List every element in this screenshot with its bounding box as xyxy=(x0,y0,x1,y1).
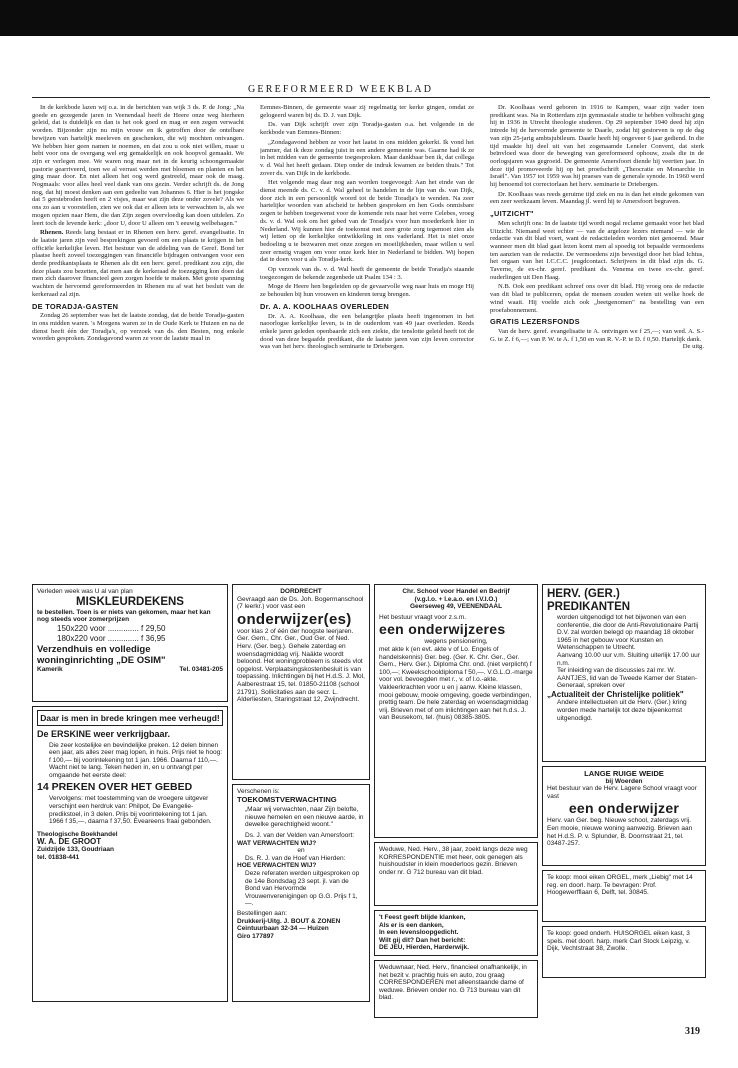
ad-closing: Andere intellectuelen uit de Herv. (Ger.) kring worden mede hartelijk tot deze bijeenkomst uitgenodigd. xyxy=(557,699,687,722)
ad-company: Verzendhuis en volledige woninginrichting „DE OSIM" xyxy=(37,643,166,666)
ad-intro: Het bestuur vraagt voor z.s.m. xyxy=(379,613,467,621)
ad-address: Geerseweg 49, VEENENDAAL xyxy=(409,603,503,611)
column-3 xyxy=(490,104,704,576)
ad-erskine xyxy=(32,706,228,1002)
ad-huisorgel xyxy=(542,926,706,978)
ad-line: DE JEU, Hierden, Harderwijk. xyxy=(379,944,469,952)
ad-klanken xyxy=(374,910,538,956)
ad-body: Te koop: mooi eiken ORGEL, merk „Liebig" met 14 reg. en doorl. harp. Te bevragen: Prof. Hoogewerfflaan 6, Delft, tel. 30845. xyxy=(547,874,693,897)
section-heading: DE TORADJA-GASTEN xyxy=(32,301,119,311)
ad-quote: „Maar wij verwachten, naar Zijn belofte, nieuwe hemelen en een nieuwe aarde, in dewelke gerechtigheid woont." xyxy=(245,806,364,829)
paragraph: N.B. Ook een predikant schreef ons over dit blad. Hij vroeg ons de redactie van dit blad te publiceren, opdat de mensen zouden weten uit welke hoek de wind waait. Hij voelde zich ook „beetgenomen" na bestelling van een proefabonnement. xyxy=(490,283,704,314)
ad-lange-ruige-weide xyxy=(542,766,706,866)
ad-address: Zuidzijde 133, Goudriaan xyxy=(37,846,114,854)
ad-title: onderwijzer(es) xyxy=(237,610,352,628)
paragraph: Op verzoek van ds. v. d. Wal heeft de gemeente de beide Toradja's staande toegezongen de bekende zegenbede uit Psalm 134 : 3. xyxy=(260,266,474,281)
ad-predikanten xyxy=(542,584,706,762)
paragraph-text: Van de herv. geref. evangelisatie te A. ontvingen we f 25,—; van wed. A. S.-G. te Z. f 6,—; van P. W. te A. f 1,50 en van R. V.-P. te D. f 0,50. Hartelijk dank. xyxy=(490,327,704,343)
paragraph: Het volgende mag daar nog aan worden toegevoegd: Aan het einde van de dienst meende ds. C. v. d. Wal geheel te handelen in de lijn van ds. van Dijk, door zich in een persoonlijk woord tot de beide Toradja's te wenden. Na zeer hartelijke woorden van afscheid te hebben gesproken en hen Gods onmisbare zegen te hebben toegewenst voor de komende reis naar het verre Celebes, vroeg ds. v. d. Wal ook om het gebed van de Toradja's voor hun moederkerk hier in Nederland. Wij kunnen hier de toekomst met zeer grote zorg tegemoet zien als wij letten op de kerkelijke ontwikkeling in ons vaderland. Het is niet onze bedoeling u te bezwaren met onze zorgen en moeilijkheden, maar willen u wel zeer ernstig vragen om voor onze kerk hier in Nederland te bidden. Wij hopen dat te doen voor u als Toradja-kerk. xyxy=(260,179,474,264)
ad-subtitle: HOE VERWACHTEN WIJ? xyxy=(237,862,317,870)
ad-line: 't Feest geeft blijde klanken, xyxy=(379,914,466,921)
ad-publisher: Theologische Boekhandel xyxy=(37,830,118,838)
ad-dordrecht xyxy=(232,584,370,780)
paragraph: Ds. van Dijk schrijft over zijn Toradja-gasten o.a. het volgende in de kerkbode van Eemnes-Binnen: xyxy=(260,121,474,137)
paragraph-lead: Rhenen. xyxy=(40,229,64,237)
paragraph: Dr. A. A. Koolhaas, die een belangrijke plaats heeft ingenomen in het naoorlogse kerkelijke leven, is in de ouderdom van 49 jaar overleden. Reeds enkele jaren geleden openbaarde zich een ziekte, die tenslotte geleid heeft tot de dood van deze begaafde predikant, die de laatste jaren van zijn leven corrector was van het herv. theologisch seminarie te Driebergen. xyxy=(260,312,474,351)
page-number: 319 xyxy=(685,1026,700,1037)
section-heading: „UITZICHT" xyxy=(490,209,534,219)
price-line: 150x220 voor .............. f 29,50 xyxy=(57,623,166,633)
ad-title: LANGE RUIGE WEIDE xyxy=(584,769,664,778)
header-rule xyxy=(32,97,710,98)
ad-city: DORDRECHT xyxy=(280,588,322,595)
ad-body: Die zeer kostelijke en bevindelijke preken. 12 delen binnen een jaar, als alles zeer mag lopen, in huis. Prijs niet te hoog: f 100,— bij voorintekening tot 1 jan. 1966. Daarna f 110,—. Wacht niet te lang. Teken heden in, en u ontvangt per omgaande het eerste deel: xyxy=(49,741,223,779)
ad-giro: Giro 177897 xyxy=(237,932,274,940)
ad-intro: Gevraagd aan de Ds. Joh. Bogermanschool (7 leerkr.) voor vast een xyxy=(237,595,364,611)
ad-body: met akte k (en evt. akte v of Lo. Engels of handelskennis) Ger. beg. (Ger. K. Chr. Ger., Ger. Gem., Herv. Ger.). Diploma Chr. ond. (niet verplicht) f 100,—; Kweekschooldiploma f 50,—. V.G.L.O.-marge voor vol. bevoegden met r., v. of l.o.-akte. Vakleerkrachten voor u en j aanw. Kleine klassen, mooi gebouw, mooie omgeving, goede verbindingen, prettig team. De hele zaterdag en woensdagmiddag vrij. Brieven met of om inlichtingen aan het h.d.s. J. van Beusekom, tel. (huis) 08385-3805. xyxy=(379,645,533,722)
ad-title: PREDIKANTEN xyxy=(547,601,631,613)
ad-reason: wegens pensionering, xyxy=(424,638,488,646)
ad-publisher: Drukkerij-Uitg. J. BOUT & ZONEN xyxy=(237,917,341,925)
paragraph: „Zondagavond hebben ze voor het laatst in ons midden gekerkt. Ik vond het jammer, dat ik deze zondag juist in een andere gemeente was. Gaarne had ik ze in het midden van de gemeente toegesproken. Maar dankbaar ben ik, dat collega v. d. Wal het heeft gedaan. Diep onder de indruk kwamen ze beiden thuis." Tot zover ds. van Dijk in de kerkbode. xyxy=(260,138,474,177)
paragraph xyxy=(32,229,244,298)
ad-correspondentie xyxy=(374,842,538,906)
ad-body: voor klas 2 of één der hoogste leerjaren. Ger. Gem., Chr. Ger., Oud Ger. of Ned. Herv. (Ger. beg.). Gehele zaterdag en woensdagmiddag vrij. Naäkte woordt beloond. Het woningprobleem is steeds vlot opgelost. Verplaatsingskostenbesluit is van toepassing. Inlichtingen bij het H.d.S. J. Mol, Aalberestraat 15, tel. 01850-21108 (school 21791). Sollicitaties aan de secr. L. Alderliesten, Staringstraat 12, Zwijndrecht. xyxy=(237,627,365,704)
ad-intro: Het bestuur van de Herv. Lagere School vraagt voor vast xyxy=(547,785,697,800)
ad-line: In een levensloopgedicht. xyxy=(379,929,459,937)
ad-body: worden uitgenodigd tot het bijwonen van een conferentie, die door de Anti-Revolutionaire Partij D.V. zal worden belegd op maandag 18 oktober 1965 in het gebouw voor Kunsten en Wetenschappen te Utrecht. xyxy=(557,614,699,652)
ad-conjunction: en xyxy=(297,847,305,855)
ad-author: Ds. J. van der Velden van Amersfoort: xyxy=(245,831,355,839)
ad-phone: tel. 01838-441 xyxy=(37,853,80,861)
page-top-black-band xyxy=(0,0,738,36)
ad-body-2: Vervolgens: met toestemming van de vroegere uitgever verschijnt een herdruk van: Philpot, De Evangeliepredikstoel, in 3 delen. Prijs bij voorintekening tot 1 jan. 1966 f 35,—, daarna f 37,50. Eveareens fraai gebonden. xyxy=(49,795,212,826)
paragraph: Moge de Heere hen begeleiden op de gevaarvolle weg naar huis en moge Hij ze behouden bij hun vrouwen en kinderen terug brengen. xyxy=(260,283,474,299)
ad-title-2: 14 PREKEN OVER HET GEBED xyxy=(37,781,193,794)
ad-orgel xyxy=(542,870,706,922)
column-1 xyxy=(32,104,244,576)
ad-miskleurdekens xyxy=(32,584,228,702)
ad-body: Weduwe, Ned. Herv., 38 jaar, zoekt langs deze weg KORRESPONDENTIE met heer, ook genegen als huishoudster in klein moederloos gezin. Brieven onder nr. G 712 bureau van dit blad. xyxy=(379,846,528,876)
ad-city: Kamerik xyxy=(37,665,63,673)
ad-veenendaal xyxy=(374,584,538,838)
ad-title: HERV. (GER.) xyxy=(547,588,620,600)
ad-subtitle: WAT VERWACHTEN WIJ? xyxy=(237,839,317,847)
ad-order-label: Bestellingen aan: xyxy=(237,909,287,917)
ad-title: een onderwijzeres xyxy=(379,621,506,638)
ad-toekomstverwachting xyxy=(232,784,370,1002)
ad-body: te bestellen. Toen is er niets van gekomen, maar het kan nog steeds voor zomerprijzen xyxy=(37,608,211,624)
ad-address: Ceintuurbaan 32-34 — Huizen xyxy=(237,925,329,933)
paragraph: Dr. Koolhaas werd geboren in 1916 te Kampen, waar zijn vader toen predikant was. Na in Rotterdam zijn gymnasiale studie te hebben volbracht ging hij in 1936 in Utrecht theologie studeren. Op 29 september 1940 deed hij zijn intrede bij de hervormde gemeente te Daarle, zodat hij gestorven is op de dag van zijn 25-jarig ambtsjubileum. Daarle heeft hij ongeveer 6 jaar gediend. In die tijd maakte hij deel uit van het zogenaamde Leneler Convent, dat sterk beïnvloed was door de beweging van gereformeerd ophouw, zoals die in de oorlogsjaren was gegroeid. De gemeente Amersfoort diende hij veertien jaar. In deze tijd promoveerde hij op het proefschrift „Theocratie en Monarchie in Israël". Van 1957 tot 1959 was hij praeses van de generale synode. In 1960 werd hij benoemd tot correctorlaan het herv. seminarie te Driebergen. xyxy=(490,104,704,189)
running-header: GEREFORMEERD WEEKBLAD xyxy=(248,84,434,95)
ad-headline: een onderwijzer xyxy=(568,800,680,817)
ad-body: Te koop: goed onderh. HUISORGEL eiken kast, 3 spels. met doorl. harp. merk Carl Stock Leipzig, v. Dijk, Vechtstraat 38, Zwolle. xyxy=(547,930,690,953)
paragraph: Zondag 26 september was het de laatste zondag, dat de beide Toradja-gasten in ons midden waren. 's Morgens waren ze in de Oude Kerk te Huizen en na de dienst heeft één der Toradja's, op verzoek van ds. den Besten, nog enkele woorden gesproken. Zondagavond waren ze voor de laatste maal in xyxy=(32,312,244,343)
paragraph: In de kerkbode lazen wij o.a. in de berichten van wijk 3 ds. P. de Jong: „Na goede en gezegende jaren in Veenendaal heeft de Heere onze weg hierheen geleid, dat is duidelijk en dan is het ook goed en mag er een zegen verwacht worden. Bijzonder zijn nu mijn vrouw en ik getroffen door de ontelbare bewijzen van hartelijk meeleven en geschenken, die wij mochten ontvangen. We hebben hier geen namen te noemen, en dat zou u ook niet willen, maar u hebt voor ons de overgang wel erg gemakkelijk en ook hoopvol gemaakt. We zijn er verlegen mee. We waren nog maar net in de keurig schoongemaakte pastorie gearriveerd, toen we al verrast werden met bloemen en planten en het ging maar door. En niet alleen het oog werd gestreeld, maar ook de maag. Nogmaals: voor alles heel veel dank van ons gezin. Verder schrijft ds. de Jong nog, dat hij moest denken aan een gedeelte van Johannes 6. Hier is het jongske dat 5 gerstebroden heeft en 2 visjes, maar wat zijn deze onder zovele? Als we ons zo aan u voorstellen, zien we ook dat er alleen iets te verwachten is, als we mogen opzien naar Hem, die dan Zijn zegen overvloedig kan doen uitdelen. Zo leert toch de levende kerk: „door U, door U alleen om 't eeuwig welbehagen." xyxy=(32,104,244,227)
ad-speaker: Ter inleiding van de discussies zal mr. W. AANTJES, lid van de Tweede Kamer der Staten-Generaal, spreken over xyxy=(557,667,698,690)
ad-body: Deze referaten werden uitgesproken op de 14e Bondsdag 23 sept. jl. van de Bond van Hervormde Vrouwenverenigingen op G.G. Prijs f 1,—. xyxy=(245,869,360,908)
section-heading: GRATIS LEZERSFONDS xyxy=(490,317,580,327)
ad-time: Aanvang 10.00 uur v.m. Sluiting uiterlijk 17.00 uur n.m. xyxy=(557,651,700,667)
signature: De uitg. xyxy=(682,343,704,351)
ad-school-sub: (v.g.l.o. + l.e.a.o. en I.V.I.O.) xyxy=(414,595,498,603)
column-2 xyxy=(260,104,474,576)
ad-footer xyxy=(37,666,223,674)
paragraph: Eemnes-Binnen, de gemeente waar zij regelmatig ter kerke gingen, omdat ze gelogeerd waren bij ds. D. J. van Dijk. xyxy=(260,104,474,119)
paragraph-text: Reeds lang bestaat er in Rhenen een herv. geref. evangelisatie. In de laatste jaren zijn veel besprekingen gevoerd om een plaats te krijgen in het officiële kerkelijke leven. Het bestuur van de afdeling van de Geref. Bond ter plaatse heeft zoveel toezeggingen van financiële bijdragen ontvangen voor een derde predikantsplaats te Rhenen als dit een herv. geref. predikant zou zijn, die deze plaats zou bezetten, dat men aan de kerkeraad de toezegging kon doen dat men zich daarover financieel geen zorgen hoefde te maken. Met grote spanning wachten de hervormd gereformeerden in Rhenen nu af wat het besluit van de kerkeraad zal zijn. xyxy=(32,229,244,298)
price-line: 180x220 voor .............. f 36,95 xyxy=(57,633,166,643)
ad-publisher-name: W. A. DE GROOT xyxy=(37,837,102,847)
paragraph: Men schrijft ons: In de laatste tijd wordt nogal reclame gemaakt voor het blad Uitzicht. Niemand weet echter — van de argeloze lezers niemand — wie de redactie van dit blad voert, want de redactieleden worden niet genoemd. Maar wanneer men dit blad gaat lezen komt men al spoedig tot bepaalde vermoedens ten aanzien van de redactie. De vermoedens zijn bevestigd door het blad Ichtus, het orgaan van het I.C.C.C. jeugdcontact. Schrijvers in dit blad zijn ds. G. Taverne, de ex-chr. geref. predikant ds. Venema en twee ex-chr. geref. ouderlingen uit Den Haag. xyxy=(490,219,704,281)
ad-intro: Verleden week was U al van plan xyxy=(37,588,133,595)
ad-body: Weduwnaar, Ned. Herv., financieel onafhankelijk, in het bezit v. prachtig huis en auto, zou graag CORRESPONDEREN met alleenstaande dame of weduwe. Brieven onder no. G 713 bureau van dit blad. xyxy=(379,964,527,1002)
ad-title: TOEKOMSTVERWACHTING xyxy=(237,794,337,804)
ad-line: Als er is een danken, xyxy=(379,921,444,929)
ad-weduwnaar xyxy=(374,960,538,1018)
ad-subtitle: bij Woerden xyxy=(605,777,643,785)
ad-title: MISKLEURDEKENS xyxy=(76,595,184,608)
ad-school: Chr. School voor Handel en Bedrijf xyxy=(402,588,510,595)
ad-boxed-note: Daar is men in brede kringen mee verheugd! xyxy=(37,710,223,726)
ad-topic: „Actualiteit der Christelijke politiek" xyxy=(547,689,684,699)
paragraph: Dr. Koolhaas was reeds geruime tijd ziek en nu is dan het einde gekomen van een zeer werkzaam leven. Maandag jl. werd hij te Amersfoort begraven. xyxy=(490,190,704,206)
section-heading: Dr. A. A. KOOLHAAS OVERLEDEN xyxy=(260,301,389,311)
ad-body: Herv. van Ger. beg. Nieuwe school, zaterdags vrij. Een mooie, nieuwe woning aanwezig. Brieven aan het H.d.S. P. v. Splunder, B. Doornstraat 21, tel. 03487-257. xyxy=(547,817,693,848)
ad-author: Ds. R. J. van de Hoef van Hierden: xyxy=(245,854,346,862)
ad-intro: Verschenen is: xyxy=(237,788,280,795)
ad-phone: Tel. 03481-205 xyxy=(179,665,223,673)
paragraph xyxy=(490,327,704,351)
ad-line: Wilt gij dit? Dan het bericht: xyxy=(379,936,466,944)
ad-title: De ERSKINE weer verkrijgbaar. xyxy=(37,729,171,739)
